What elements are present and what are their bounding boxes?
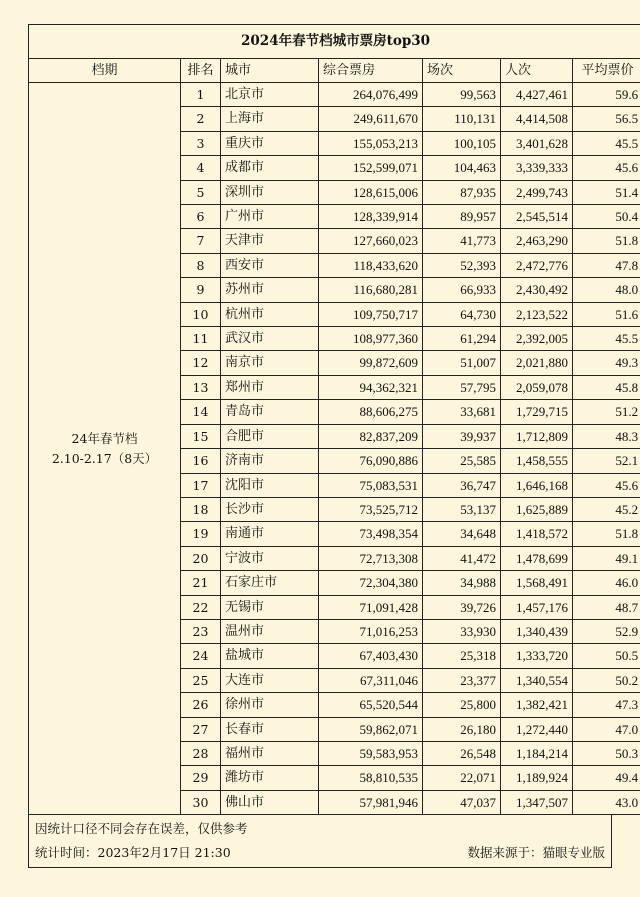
city-cell: 长春市: [221, 717, 319, 741]
avg-price-cell: 51.4: [573, 180, 640, 204]
rank-cell: 30: [181, 790, 221, 814]
rank-cell: 1: [181, 83, 221, 107]
screenings-cell: 34,648: [423, 522, 501, 546]
box-office-cell: 57,981,946: [319, 790, 423, 814]
avg-price-cell: 48.7: [573, 595, 640, 619]
rank-cell: 16: [181, 449, 221, 473]
screenings-cell: 64,730: [423, 302, 501, 326]
avg-price-cell: 51.6: [573, 302, 640, 326]
box-office-cell: 75,083,531: [319, 473, 423, 497]
rank-cell: 3: [181, 131, 221, 155]
screenings-cell: 99,563: [423, 83, 501, 107]
city-cell: 长沙市: [221, 497, 319, 521]
attendance-cell: 1,418,572: [501, 522, 573, 546]
box-office-cell: 76,090,886: [319, 449, 423, 473]
avg-price-cell: 45.6: [573, 156, 640, 180]
city-cell: 佛山市: [221, 790, 319, 814]
rank-cell: 20: [181, 546, 221, 570]
city-cell: 大连市: [221, 668, 319, 692]
attendance-cell: 1,340,554: [501, 668, 573, 692]
screenings-cell: 53,137: [423, 497, 501, 521]
attendance-cell: 2,392,005: [501, 327, 573, 351]
avg-price-cell: 50.3: [573, 741, 640, 765]
screenings-cell: 22,071: [423, 766, 501, 790]
rank-cell: 2: [181, 107, 221, 131]
attendance-cell: 1,712,809: [501, 424, 573, 448]
header-avg-price: 平均票价: [573, 59, 640, 83]
screenings-cell: 39,937: [423, 424, 501, 448]
box-office-cell: 88,606,275: [319, 400, 423, 424]
city-cell: 广州市: [221, 205, 319, 229]
box-office-cell: 58,810,535: [319, 766, 423, 790]
rank-cell: 23: [181, 619, 221, 643]
attendance-cell: 4,414,508: [501, 107, 573, 131]
box-office-cell: 71,091,428: [319, 595, 423, 619]
box-office-cell: 249,611,670: [319, 107, 423, 131]
city-cell: 徐州市: [221, 693, 319, 717]
screenings-cell: 41,472: [423, 546, 501, 570]
city-cell: 成都市: [221, 156, 319, 180]
screenings-cell: 25,800: [423, 693, 501, 717]
box-office-cell: 128,615,006: [319, 180, 423, 204]
screenings-cell: 87,935: [423, 180, 501, 204]
box-office-table: [28, 24, 640, 815]
city-cell: 武汉市: [221, 327, 319, 351]
screenings-cell: 34,988: [423, 571, 501, 595]
rank-cell: 11: [181, 327, 221, 351]
screenings-cell: 36,747: [423, 473, 501, 497]
screenings-cell: 57,795: [423, 375, 501, 399]
rank-cell: 10: [181, 302, 221, 326]
attendance-cell: 1,729,715: [501, 400, 573, 424]
data-source: 数据来源于：猫眼专业版: [467, 845, 605, 861]
attendance-cell: 2,545,514: [501, 205, 573, 229]
rank-cell: 4: [181, 156, 221, 180]
attendance-cell: 2,430,492: [501, 278, 573, 302]
box-office-cell: 128,339,914: [319, 205, 423, 229]
period-label: 24年春节档: [71, 430, 138, 446]
avg-price-cell: 43.0: [573, 790, 640, 814]
box-office-cell: 73,525,712: [319, 497, 423, 521]
box-office-cell: 94,362,321: [319, 375, 423, 399]
city-cell: 天津市: [221, 229, 319, 253]
box-office-cell: 108,977,360: [319, 327, 423, 351]
city-cell: 石家庄市: [221, 571, 319, 595]
attendance-cell: 1,347,507: [501, 790, 573, 814]
city-cell: 福州市: [221, 741, 319, 765]
rank-cell: 21: [181, 571, 221, 595]
table-body: [29, 83, 640, 815]
attendance-cell: 1,646,168: [501, 473, 573, 497]
screenings-cell: 25,585: [423, 449, 501, 473]
avg-price-cell: 46.0: [573, 571, 640, 595]
rank-cell: 14: [181, 400, 221, 424]
avg-price-cell: 48.3: [573, 424, 640, 448]
city-cell: 苏州市: [221, 278, 319, 302]
box-office-cell: 72,713,308: [319, 546, 423, 570]
box-office-cell: 65,520,544: [319, 693, 423, 717]
city-cell: 温州市: [221, 619, 319, 643]
rank-cell: 27: [181, 717, 221, 741]
box-office-sheet: [28, 24, 639, 868]
city-cell: 南京市: [221, 351, 319, 375]
box-office-cell: 67,403,430: [319, 644, 423, 668]
box-office-cell: 59,583,953: [319, 741, 423, 765]
screenings-cell: 41,773: [423, 229, 501, 253]
header-attendance: 人次: [501, 59, 573, 83]
attendance-cell: 1,184,214: [501, 741, 573, 765]
screenings-cell: 23,377: [423, 668, 501, 692]
attendance-cell: 1,625,889: [501, 497, 573, 521]
city-cell: 重庆市: [221, 131, 319, 155]
rank-cell: 25: [181, 668, 221, 692]
screenings-cell: 51,007: [423, 351, 501, 375]
attendance-cell: 1,478,699: [501, 546, 573, 570]
header-period: 档期: [29, 59, 181, 83]
city-cell: 西安市: [221, 253, 319, 277]
city-cell: 上海市: [221, 107, 319, 131]
rank-cell: 7: [181, 229, 221, 253]
box-office-cell: 71,016,253: [319, 619, 423, 643]
screenings-cell: 89,957: [423, 205, 501, 229]
avg-price-cell: 56.5: [573, 107, 640, 131]
city-cell: 北京市: [221, 83, 319, 107]
attendance-cell: 2,021,880: [501, 351, 573, 375]
rank-cell: 22: [181, 595, 221, 619]
screenings-cell: 39,726: [423, 595, 501, 619]
attendance-cell: 3,339,333: [501, 156, 573, 180]
avg-price-cell: 45.2: [573, 497, 640, 521]
header-screenings: 场次: [423, 59, 501, 83]
avg-price-cell: 45.5: [573, 131, 640, 155]
screenings-cell: 26,180: [423, 717, 501, 741]
table-footer: [28, 815, 612, 868]
rank-cell: 24: [181, 644, 221, 668]
rank-cell: 15: [181, 424, 221, 448]
header-row: [29, 59, 640, 83]
screenings-cell: 25,318: [423, 644, 501, 668]
box-office-cell: 116,680,281: [319, 278, 423, 302]
city-cell: 无锡市: [221, 595, 319, 619]
city-cell: 青岛市: [221, 400, 319, 424]
attendance-cell: 1,458,555: [501, 449, 573, 473]
rank-cell: 29: [181, 766, 221, 790]
city-cell: 盐城市: [221, 644, 319, 668]
avg-price-cell: 48.0: [573, 278, 640, 302]
attendance-cell: 2,059,078: [501, 375, 573, 399]
city-cell: 合肥市: [221, 424, 319, 448]
avg-price-cell: 50.4: [573, 205, 640, 229]
attendance-cell: 4,427,461: [501, 83, 573, 107]
screenings-cell: 26,548: [423, 741, 501, 765]
avg-price-cell: 52.9: [573, 619, 640, 643]
rank-cell: 26: [181, 693, 221, 717]
avg-price-cell: 47.0: [573, 717, 640, 741]
avg-price-cell: 49.4: [573, 766, 640, 790]
avg-price-cell: 45.6: [573, 473, 640, 497]
table-title: 2024年春节档城市票房top30: [29, 25, 640, 59]
box-office-cell: 152,599,071: [319, 156, 423, 180]
rank-cell: 28: [181, 741, 221, 765]
attendance-cell: 1,189,924: [501, 766, 573, 790]
rank-cell: 17: [181, 473, 221, 497]
avg-price-cell: 49.3: [573, 351, 640, 375]
screenings-cell: 52,393: [423, 253, 501, 277]
avg-price-cell: 50.5: [573, 644, 640, 668]
box-office-cell: 127,660,023: [319, 229, 423, 253]
avg-price-cell: 49.1: [573, 546, 640, 570]
attendance-cell: 1,340,439: [501, 619, 573, 643]
screenings-cell: 100,105: [423, 131, 501, 155]
avg-price-cell: 47.3: [573, 693, 640, 717]
city-cell: 南通市: [221, 522, 319, 546]
screenings-cell: 33,930: [423, 619, 501, 643]
attendance-cell: 2,472,776: [501, 253, 573, 277]
rank-cell: 19: [181, 522, 221, 546]
rank-cell: 9: [181, 278, 221, 302]
box-office-cell: 73,498,354: [319, 522, 423, 546]
attendance-cell: 3,401,628: [501, 131, 573, 155]
attendance-cell: 1,333,720: [501, 644, 573, 668]
avg-price-cell: 50.2: [573, 668, 640, 692]
box-office-cell: 109,750,717: [319, 302, 423, 326]
attendance-cell: 2,123,522: [501, 302, 573, 326]
attendance-cell: 2,499,743: [501, 180, 573, 204]
rank-cell: 5: [181, 180, 221, 204]
box-office-cell: 82,837,209: [319, 424, 423, 448]
header-box-office: 综合票房: [319, 59, 423, 83]
city-cell: 郑州市: [221, 375, 319, 399]
avg-price-cell: 51.8: [573, 229, 640, 253]
avg-price-cell: 47.8: [573, 253, 640, 277]
city-cell: 宁波市: [221, 546, 319, 570]
screenings-cell: 33,681: [423, 400, 501, 424]
box-office-cell: 99,872,609: [319, 351, 423, 375]
city-cell: 杭州市: [221, 302, 319, 326]
avg-price-cell: 51.2: [573, 400, 640, 424]
avg-price-cell: 52.1: [573, 449, 640, 473]
period-dates: 2.10-2.17（8天）: [51, 450, 158, 466]
screenings-cell: 104,463: [423, 156, 501, 180]
rank-cell: 12: [181, 351, 221, 375]
attendance-cell: 1,382,421: [501, 693, 573, 717]
table-row: [29, 83, 640, 107]
header-city: 城市: [221, 59, 319, 83]
disclaimer: 因统计口径不同会存在误差，仅供参考: [35, 821, 248, 837]
box-office-cell: 118,433,620: [319, 253, 423, 277]
screenings-cell: 61,294: [423, 327, 501, 351]
city-cell: 潍坊市: [221, 766, 319, 790]
rank-cell: 8: [181, 253, 221, 277]
stat-time: 统计时间：2023年2月17日 21:30: [35, 845, 231, 861]
rank-cell: 13: [181, 375, 221, 399]
box-office-cell: 72,304,380: [319, 571, 423, 595]
box-office-cell: 264,076,499: [319, 83, 423, 107]
city-cell: 沈阳市: [221, 473, 319, 497]
rank-cell: 6: [181, 205, 221, 229]
avg-price-cell: 45.5: [573, 327, 640, 351]
screenings-cell: 66,933: [423, 278, 501, 302]
city-cell: 济南市: [221, 449, 319, 473]
attendance-cell: 2,463,290: [501, 229, 573, 253]
box-office-cell: 59,862,071: [319, 717, 423, 741]
attendance-cell: 1,457,176: [501, 595, 573, 619]
screenings-cell: 110,131: [423, 107, 501, 131]
period-cell: [29, 83, 181, 815]
box-office-cell: 67,311,046: [319, 668, 423, 692]
rank-cell: 18: [181, 497, 221, 521]
header-rank: 排名: [181, 59, 221, 83]
avg-price-cell: 59.6: [573, 83, 640, 107]
attendance-cell: 1,568,491: [501, 571, 573, 595]
avg-price-cell: 45.8: [573, 375, 640, 399]
screenings-cell: 47,037: [423, 790, 501, 814]
city-cell: 深圳市: [221, 180, 319, 204]
box-office-cell: 155,053,213: [319, 131, 423, 155]
avg-price-cell: 51.8: [573, 522, 640, 546]
attendance-cell: 1,272,440: [501, 717, 573, 741]
